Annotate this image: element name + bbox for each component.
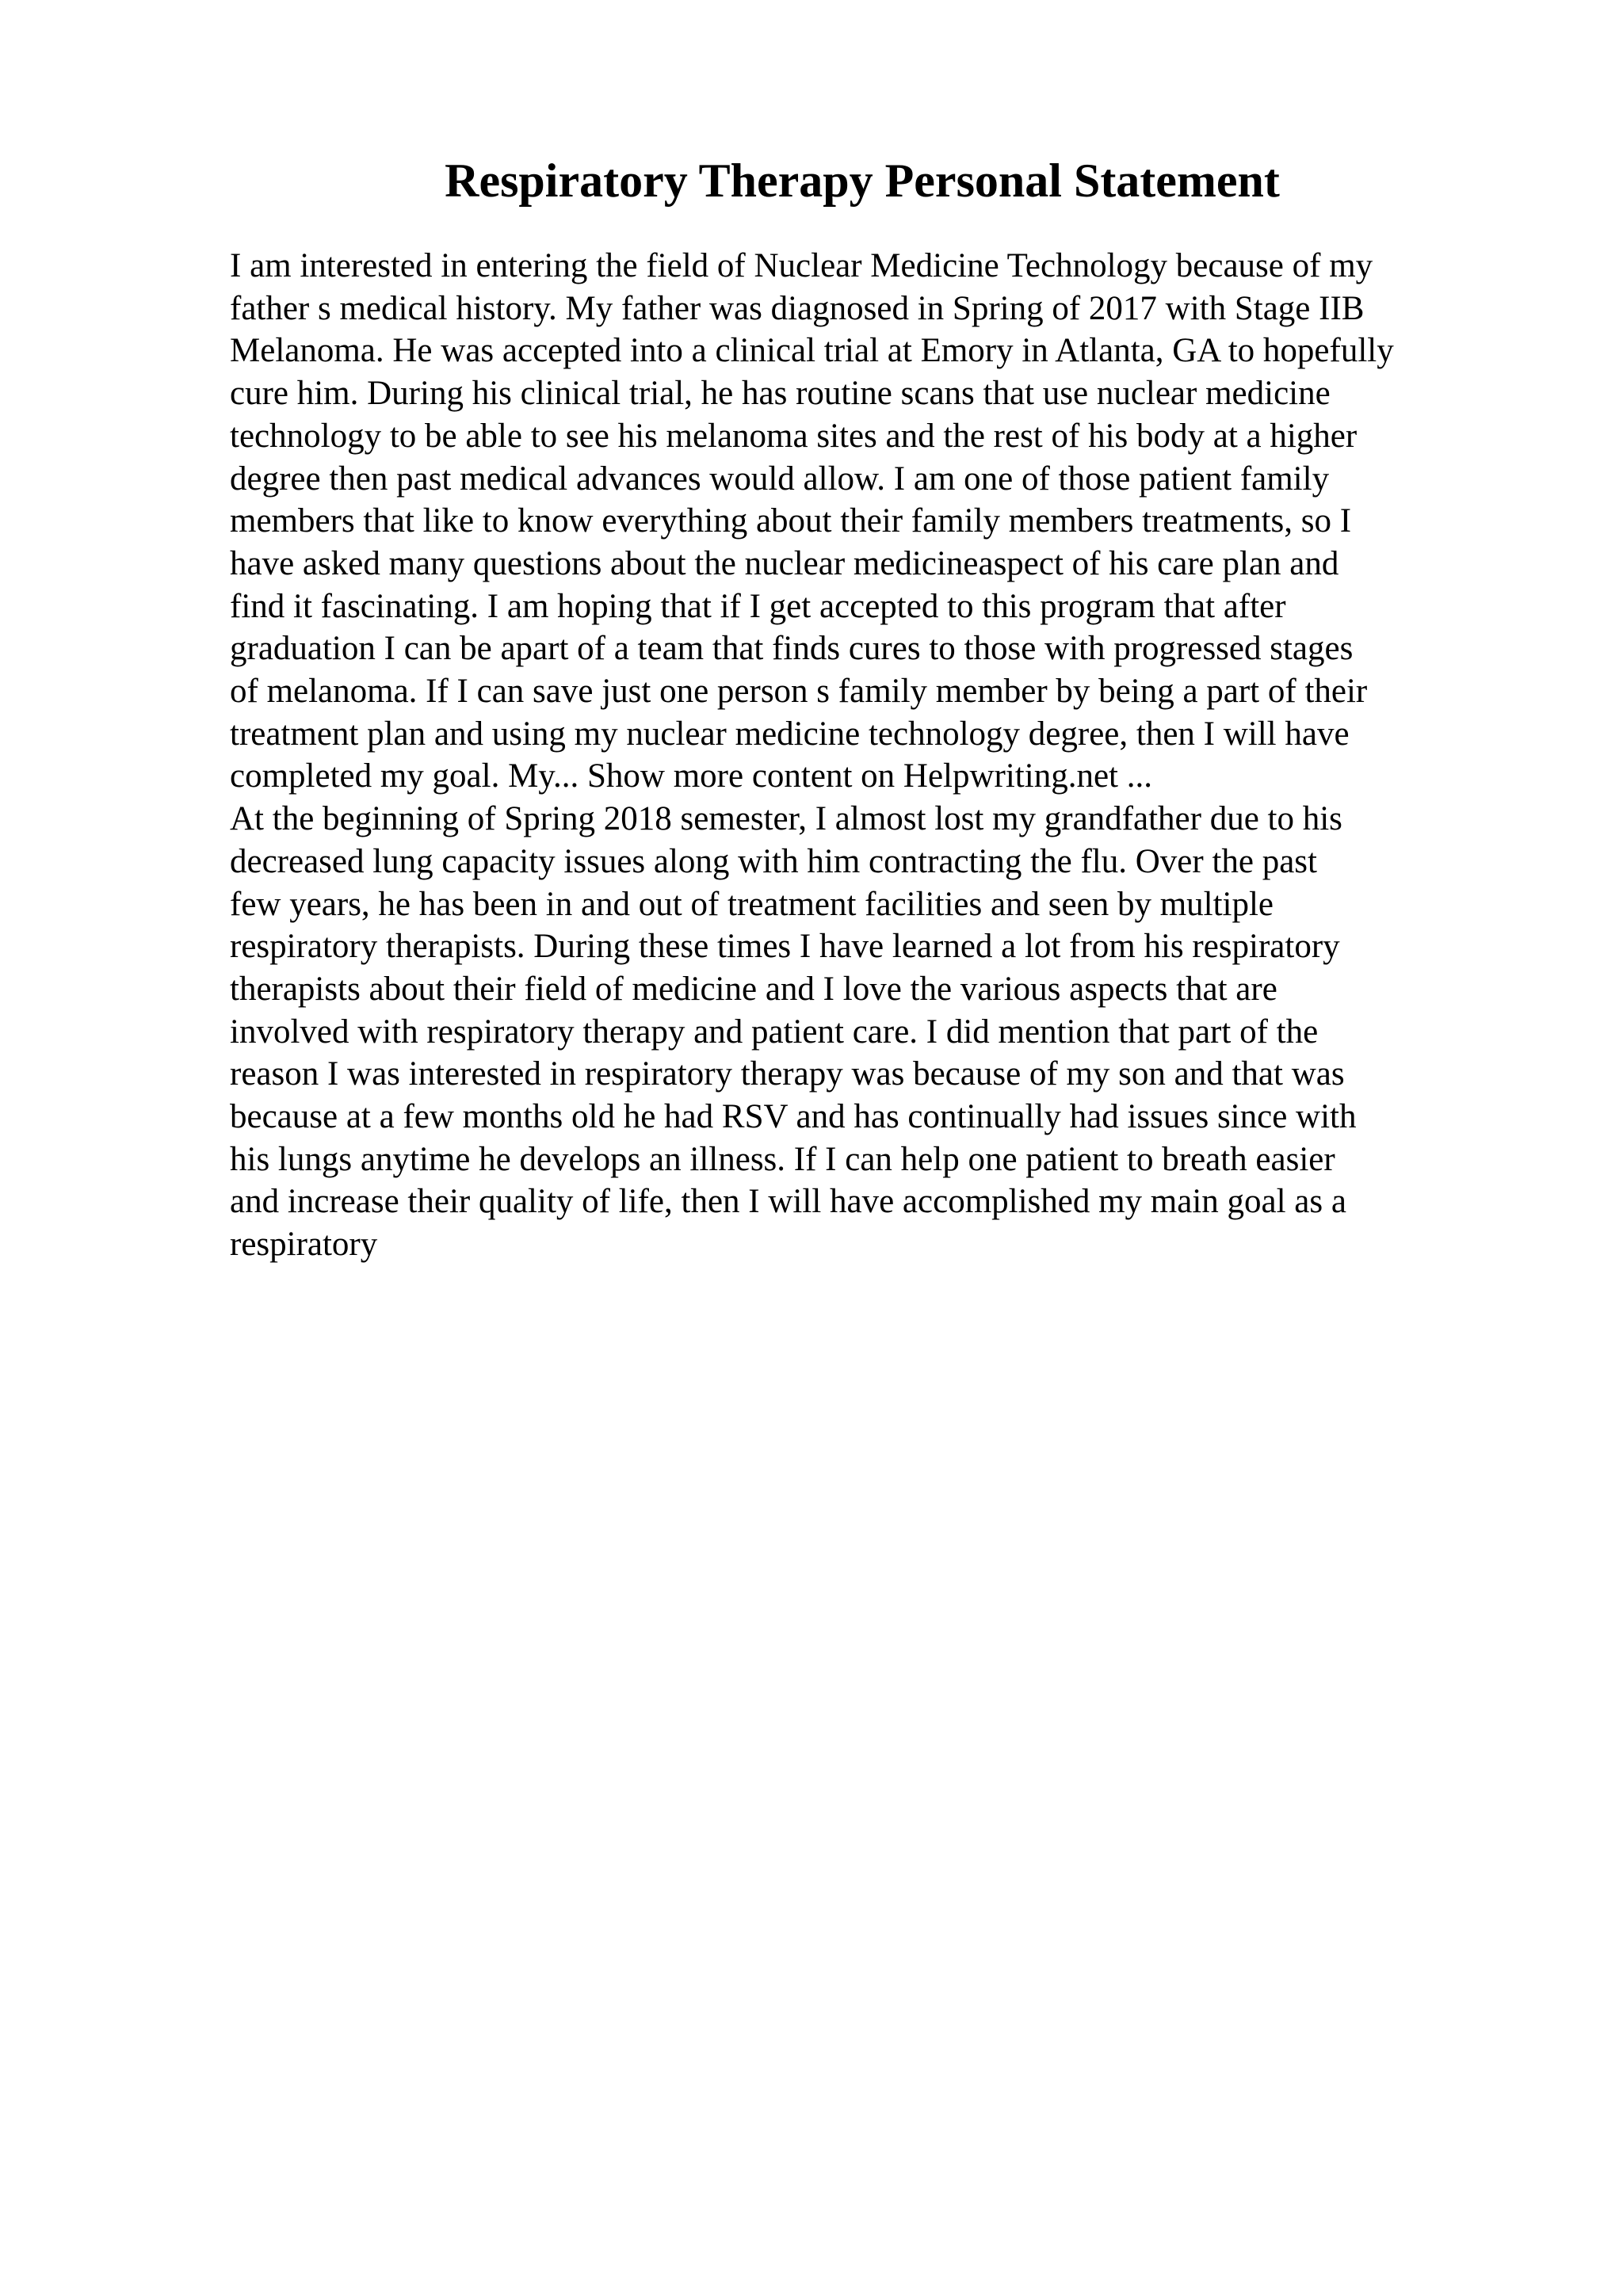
text-line: involved with respiratory therapy and patient care. I did mention that part of the bbox=[230, 1013, 1319, 1051]
text-line: members that like to know everything about their family members treatments, so I bbox=[230, 502, 1352, 540]
text-line: graduation I can be apart of a team that finds cures to those with progressed stages bbox=[230, 630, 1354, 668]
text-line: his lungs anytime he develops an illness. If I can help one patient to breath easier bbox=[230, 1140, 1335, 1178]
text-line: father s medical history. My father was diagnosed in Spring of 2017 with Stage IIB bbox=[230, 289, 1365, 327]
text-line: of melanoma. If I can save just one person s family member by being a part of their bbox=[230, 673, 1368, 711]
text-line: because at a few months old he had RSV and has continually had issues since with bbox=[230, 1098, 1357, 1136]
text-line: Melanoma. He was accepted into a clinical trial at Emory in Atlanta, GA to hopefully bbox=[230, 332, 1394, 370]
text-line: have asked many questions about the nuclear medicineaspect of his care plan and bbox=[230, 544, 1339, 582]
text-line: cure him. During his clinical trial, he has routine scans that use nuclear medicine bbox=[230, 375, 1331, 413]
text-line: respiratory therapists. During these times I have learned a lot from his respiratory bbox=[230, 928, 1340, 966]
document-body bbox=[230, 245, 1593, 1266]
text-line: find it fascinating. I am hoping that if I get accepted to this program that after bbox=[230, 587, 1286, 625]
text-line: degree then past medical advances would allow. I am one of those patient family bbox=[230, 460, 1330, 498]
text-line: technology to be able to see his melanoma sites and the rest of his body at a higher bbox=[230, 417, 1358, 455]
document-title: Respiratory Therapy Personal Statement bbox=[445, 154, 1280, 207]
text-line: therapists about their field of medicine and I love the various aspects that are bbox=[230, 970, 1277, 1008]
text-line: I am interested in entering the field of Nuclear Medicine Technology because of my bbox=[230, 247, 1373, 284]
text-line: few years, he has been in and out of treatment facilities and seen by multiple bbox=[230, 885, 1274, 923]
text-line: treatment plan and using my nuclear medicine technology degree, then I will have bbox=[230, 715, 1350, 753]
text-line: reason I was interested in respiratory therapy was because of my son and that was bbox=[230, 1055, 1345, 1093]
text-line: At the beginning of Spring 2018 semester, I almost lost my grandfather due to his bbox=[230, 800, 1342, 838]
text-line: respiratory bbox=[230, 1226, 378, 1264]
text-line: decreased lung capacity issues along with him contracting the flu. Over the past bbox=[230, 842, 1317, 880]
text-line: completed my goal. My... Show more content on Helpwriting.net ... bbox=[230, 757, 1152, 795]
text-line: and increase their quality of life, then I will have accomplished my main goal as a bbox=[230, 1183, 1346, 1221]
